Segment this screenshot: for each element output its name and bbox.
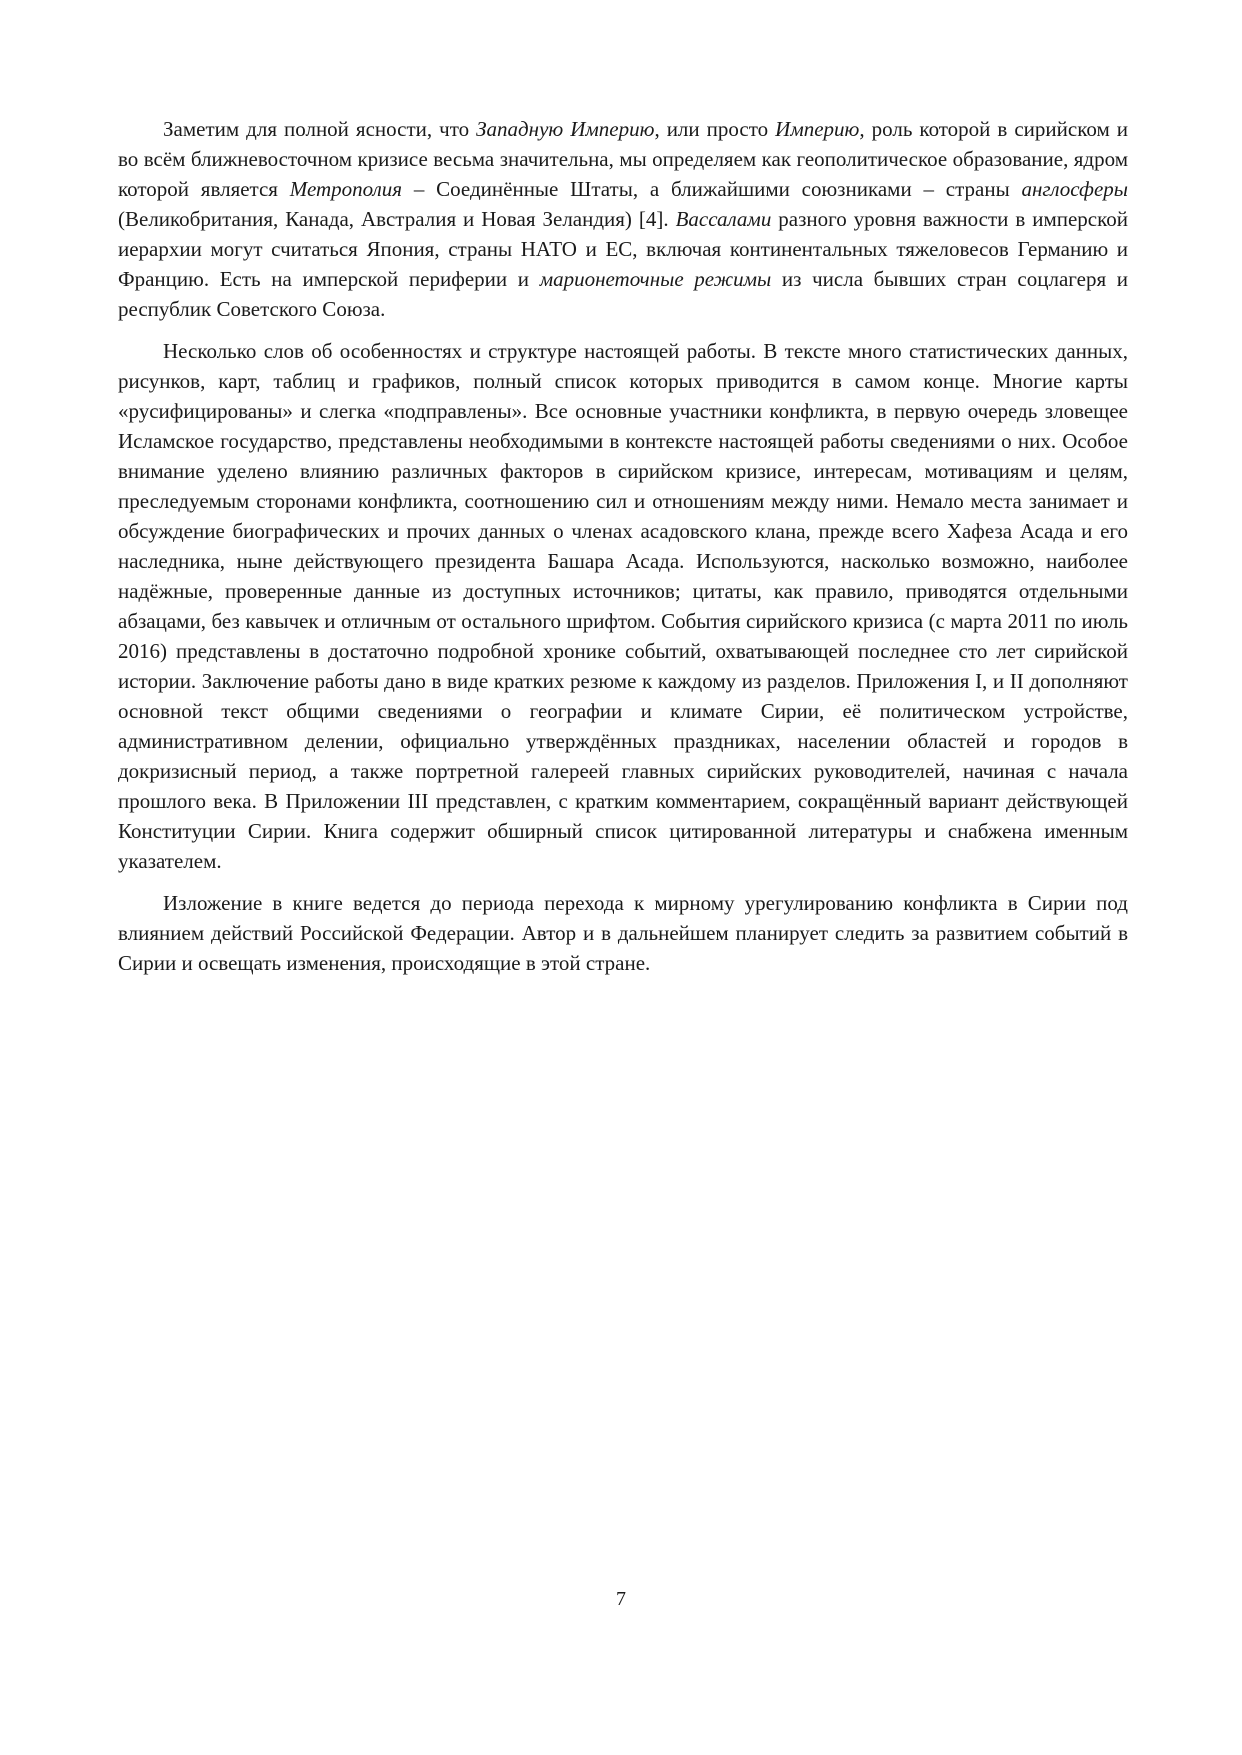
italic-term: марионеточные режимы (539, 267, 772, 291)
italic-term: Вассалами (675, 207, 772, 231)
paragraph-scope: Изложение в книге ведется до периода перехода к мирному урегулированию конфликта в Сирии под влиянием действий Российской Федерации. Автор и в дальнейшем планирует следить за развитием событий в Сирии и освещать изменения, происходящие в этой стране. (118, 891, 1128, 975)
text-span: – Соединённые Штаты, а ближайшими союзниками – страны (402, 177, 1022, 201)
italic-term: Метрополия (289, 177, 403, 201)
italic-term: англосферы (1021, 177, 1128, 201)
body-text (118, 114, 1128, 990)
text-span: разного уровня важности в имперской иерархии могут считаться Япония, страны НАТО и ЕС, включая континентальных тяжеловесов Германию и Францию. Есть на имперской периферии и (118, 207, 1129, 291)
text-span: (Великобритания, Канада, Австралия и Новая Зеландия) [4]. (118, 207, 676, 231)
paragraph-western-empire (118, 114, 1128, 324)
italic-term: Империю, (775, 117, 865, 141)
text-span: , или просто (654, 117, 776, 141)
text-span: роль которой в сирийском и во всём ближневосточном кризисе весьма значительна, мы определяем как геополитическое образование, ядром которой является (118, 117, 1128, 201)
text-span: из числа бывших стран соцлагеря и республик Советского Союза. (118, 267, 1128, 321)
page-number: 7 (616, 1588, 626, 1610)
text-span: Заметим для полной ясности, что (163, 117, 477, 141)
paragraph-work-structure: Несколько слов об особенностях и структуре настоящей работы. В тексте много статистических данных, рисунков, карт, таблиц и графиков, полный список которых приводится в самом конце. Многие карты «русифицированы» и слегка «подправлены». Все основные участники конфликта, в первую очередь зловещее Исламское государство, представлены необходимыми в контексте настоящей работы сведениями о них. Особое внимание уделено влиянию различных факторов в сирийском кризисе, интересам, мотивациям и целям, преследуемым сторонами конфликта, соотношению сил и отношениям между ними. Немало места занимает и обсуждение биографических и прочих данных о членах асадовского клана, прежде всего Хафеза Асада и его наследника, ныне действующего президента Башара Асада. Используются, насколько возможно, наиболее надёжные, проверенные данные из доступных источников; цитаты, как правило, приводятся отдельными абзацами, без кавычек и отличным от остального шрифтом. События сирийского кризиса (с марта 2011 по июль 2016) представлены в достаточно подробной хронике событий, охватывающей последнее сто лет сирийской истории. Заключение работы дано в виде кратких резюме к каждому из разделов. Приложения I, и II дополняют основной текст общими сведениями о географии и климате Сирии, её политическом устройстве, административном делении, официально утверждённых праздниках, населении областей и городов в докризисный период, а также портретной галереей главных сирийских руководителей, начиная с начала прошлого века. В Приложении III представлен, с кратким комментарием, сокращённый вариант действующей Конституции Сирии. Книга содержит обширный список цитированной литературы и снабжена именным указателем. (118, 339, 1128, 873)
italic-term: Западную Империю (476, 117, 655, 141)
